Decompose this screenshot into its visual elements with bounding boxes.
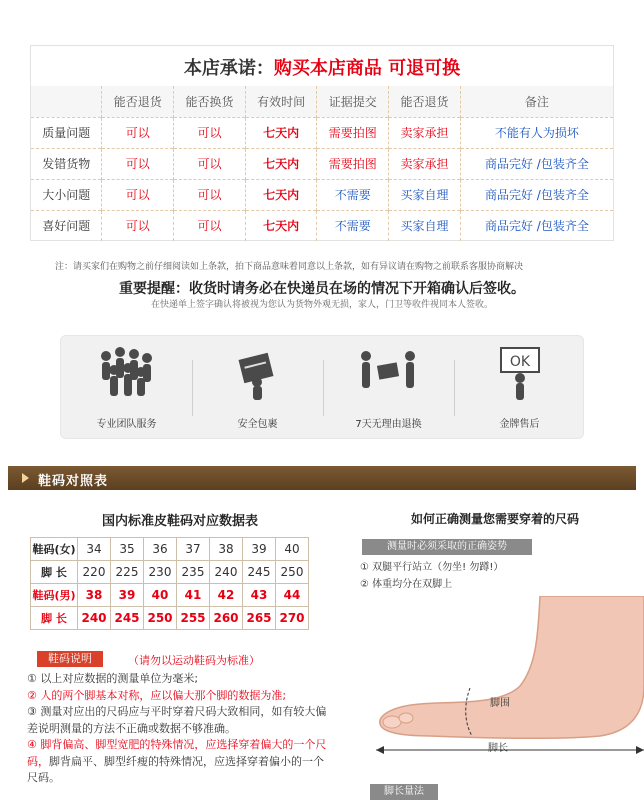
cell: 可以 — [102, 148, 174, 179]
size-chart-bar — [8, 466, 636, 490]
cell: 可以 — [174, 210, 246, 241]
cell: 买家自理 — [389, 179, 461, 210]
cell: 36 — [144, 538, 177, 561]
cell: 250 — [144, 607, 177, 630]
header-cell: 有效时间 — [245, 86, 317, 117]
cell: 245 — [243, 561, 276, 584]
size-notes-list — [27, 671, 327, 787]
cell: 225 — [111, 561, 144, 584]
ok-sign-icon — [487, 342, 551, 402]
cell: 35 — [111, 538, 144, 561]
note-item-tail: 脚背扁平、脚型纤瘦的特殊情况，应选择穿着偏小的一个尺码。 — [27, 754, 324, 784]
service-label: 7天无理由退换 — [355, 419, 422, 430]
service-package — [192, 336, 323, 440]
cell: 不需要 — [317, 210, 389, 241]
instep-label: 脚围 — [490, 698, 510, 709]
row-head: 脚 长 — [31, 607, 78, 630]
exchange-icon — [356, 342, 420, 402]
service-label: 专业团队服务 — [96, 419, 157, 430]
cell: 40 — [144, 584, 177, 607]
cell: 39 — [111, 584, 144, 607]
cell: 44 — [276, 584, 309, 607]
note-item: ① 以上对应数据的测量单位为毫米; — [27, 672, 199, 685]
svg-text:OK: OK — [509, 354, 531, 370]
size-row — [31, 538, 309, 561]
cell: 220 — [78, 561, 111, 584]
team-icon — [94, 342, 158, 402]
header-cell: 证据提交 — [317, 86, 389, 117]
row-label: 质量问题 — [31, 117, 102, 148]
package-icon — [225, 342, 289, 402]
foot-illustration — [360, 596, 644, 776]
size-table — [30, 537, 309, 630]
cell: 卖家承担 — [389, 117, 461, 148]
policy-title — [31, 54, 613, 80]
arrow-right-icon — [636, 746, 644, 754]
cell: 可以 — [174, 179, 246, 210]
cell: 255 — [177, 607, 210, 630]
cell: 可以 — [102, 210, 174, 241]
cell: 42 — [210, 584, 243, 607]
service-label: 安全包裹 — [237, 419, 278, 430]
policy-note: 注：请买家们在购物之前仔细阅读如上条款，拍下商品意味着同意以上条款，如有异议请在购物之前联系客服协商解决 — [55, 262, 524, 272]
note-item: ② 人的两个脚基本对称，应以偏大那个脚的数据为准; — [27, 688, 287, 702]
cell: 七天内 — [245, 148, 317, 179]
important-reminder: 重要提醒：收货时请务必在快递员在场的情况下开箱确认后签收。 — [119, 281, 525, 297]
cell: 270 — [276, 607, 309, 630]
size-row — [31, 584, 309, 607]
policy-table-header — [31, 86, 613, 117]
cell: 七天内 — [245, 179, 317, 210]
cell: 商品完好 /包装齐全 — [460, 210, 613, 241]
row-label: 大小问题 — [31, 179, 102, 210]
foot-diagram — [360, 596, 644, 776]
size-notes-hint: （请勿以运动鞋码为标准） — [128, 654, 260, 667]
header-cell: 能否退货 — [389, 86, 461, 117]
size-chart-title: 鞋码对照表 — [38, 474, 109, 489]
policy-row — [31, 117, 613, 148]
row-head: 鞋码(女) — [31, 538, 78, 561]
cell: 40 — [276, 538, 309, 561]
service-aftersale — [454, 336, 585, 440]
cell: 可以 — [174, 117, 246, 148]
cell: 34 — [78, 538, 111, 561]
reminder-subtext: 在快递单上签字确认将被视为您认为货物外观无损，家人，门卫等收件视同本人签收。 — [150, 300, 493, 310]
policy-table — [31, 86, 613, 241]
note-item-red: ④ 脚背偏高、脚型宽肥的特殊情况，应选择穿着偏大的一个尺码， — [27, 738, 327, 768]
cell: 需要拍图 — [317, 148, 389, 179]
cell: 38 — [210, 538, 243, 561]
cell: 260 — [210, 607, 243, 630]
note-item — [27, 737, 327, 787]
toe — [383, 716, 401, 728]
cell: 可以 — [102, 117, 174, 148]
cell: 41 — [177, 584, 210, 607]
length-method-tag: 脚长量法 — [370, 784, 438, 800]
length-label: 脚长 — [488, 743, 508, 754]
cell: 七天内 — [245, 210, 317, 241]
row-label: 发错货物 — [31, 148, 102, 179]
arrow-left-icon — [376, 746, 384, 754]
cell: 39 — [243, 538, 276, 561]
posture-tag: 测量时必须采取的正确姿势 — [362, 539, 532, 555]
posture-step: ② 体重均分在双脚上 — [360, 579, 453, 590]
posture-steps — [360, 559, 630, 593]
cell: 可以 — [102, 179, 174, 210]
note-item: ③ 测量对应出的尺码应与平时穿着尺码大致相同，如有较大偏差说明测量的方法不正确或数据不够准确。 — [27, 705, 327, 735]
posture-step: ① 双腿平行站立（勿坐! 勿蹲!） — [360, 562, 504, 573]
header-cell: 备注 — [460, 86, 613, 117]
cell: 240 — [78, 607, 111, 630]
measure-title: 如何正确测量您需要穿着的尺码 — [410, 512, 579, 526]
row-head: 鞋码(男) — [31, 584, 78, 607]
header-cell: 能否换货 — [174, 86, 246, 117]
cell: 需要拍图 — [317, 117, 389, 148]
foot-shape — [380, 596, 644, 738]
cell: 240 — [210, 561, 243, 584]
services-panel — [60, 335, 584, 439]
cell: 不需要 — [317, 179, 389, 210]
cell: 七天内 — [245, 117, 317, 148]
cell: 可以 — [174, 148, 246, 179]
service-team — [61, 336, 192, 440]
policy-row — [31, 148, 613, 179]
toe — [399, 713, 413, 723]
policy-row — [31, 210, 613, 241]
cell: 卖家承担 — [389, 148, 461, 179]
cell: 235 — [177, 561, 210, 584]
cell: 43 — [243, 584, 276, 607]
service-exchange — [323, 336, 454, 440]
size-row — [31, 607, 309, 630]
cell: 230 — [144, 561, 177, 584]
policy-title-prefix: 本店承诺： — [183, 58, 274, 79]
cell: 265 — [243, 607, 276, 630]
triangle-icon — [22, 473, 29, 483]
cell: 37 — [177, 538, 210, 561]
policy-title-highlight: 购买本店商品 可退可换 — [273, 58, 461, 79]
cell: 商品完好 /包装齐全 — [460, 179, 613, 210]
row-label: 喜好问题 — [31, 210, 102, 241]
row-head: 脚 长 — [31, 561, 78, 584]
cell: 买家自理 — [389, 210, 461, 241]
policy-row — [31, 179, 613, 210]
size-table-title: 国内标准皮鞋码对应数据表 — [101, 514, 258, 529]
cell: 不能有人为损坏 — [460, 117, 613, 148]
return-policy-panel — [30, 45, 614, 241]
cell: 245 — [111, 607, 144, 630]
cell: 商品完好 /包装齐全 — [460, 148, 613, 179]
cell: 38 — [78, 584, 111, 607]
service-label: 金牌售后 — [499, 419, 540, 430]
header-cell — [31, 86, 102, 117]
size-notes-tag: 鞋码说明 — [37, 651, 103, 667]
size-row — [31, 561, 309, 584]
cell: 250 — [276, 561, 309, 584]
header-cell: 能否退货 — [102, 86, 174, 117]
